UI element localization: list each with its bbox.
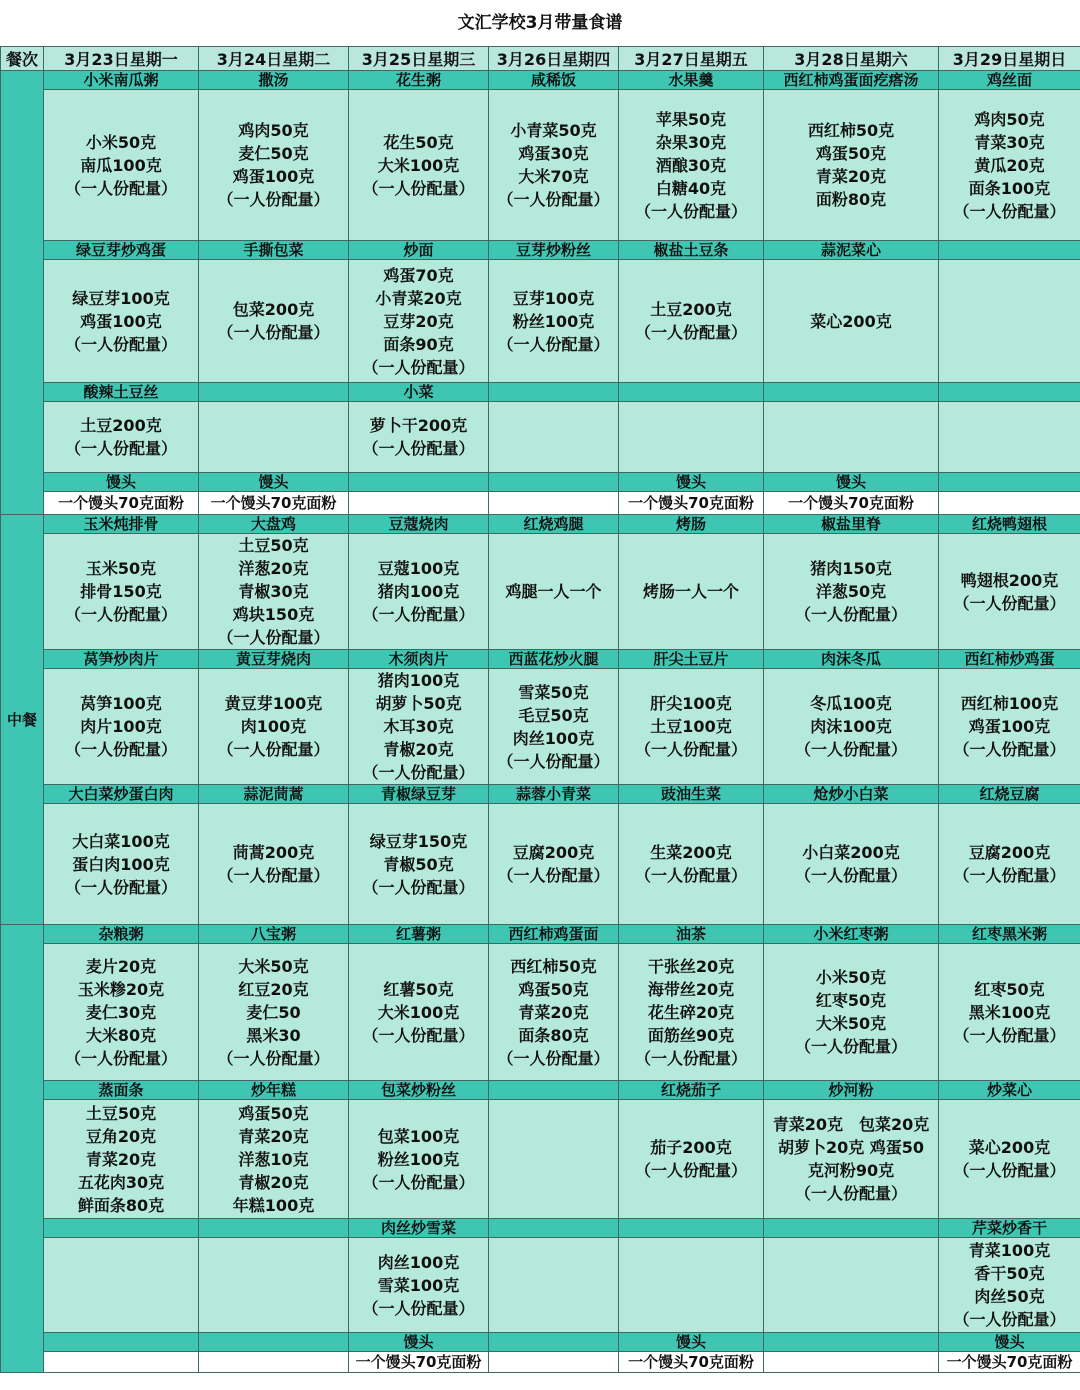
dish-ingredients	[489, 1352, 619, 1373]
dish-ingredients: 肝尖100克 土豆100克 （一人份配量）	[619, 669, 764, 785]
dish-name: 红烧豆腐	[939, 785, 1080, 804]
breakfast-dish-name-row	[1, 241, 1080, 260]
dish-ingredients	[44, 1352, 199, 1373]
meal-column-header: 餐次	[1, 47, 44, 71]
day-header: 3月28日星期六	[764, 47, 939, 71]
dish-name: 杂粮粥	[44, 925, 199, 944]
menu-table	[0, 46, 1080, 1373]
dish-name	[489, 383, 619, 402]
dish-ingredients: 大米50克 红豆20克 麦仁50 黑米30 （一人份配量）	[199, 944, 349, 1081]
dish-name: 小菜	[349, 383, 489, 402]
dish-name: 西红柿鸡蛋面	[489, 925, 619, 944]
breakfast-ingredient-row	[1, 492, 1080, 515]
dish-name: 小米红枣粥	[764, 925, 939, 944]
dish-ingredients: 花生50克 大米100克 （一人份配量）	[349, 90, 489, 241]
dish-ingredients	[199, 1238, 349, 1333]
day-header: 3月23日星期一	[44, 47, 199, 71]
dinner-dish-name-row	[1, 925, 1080, 944]
dish-ingredients	[489, 492, 619, 515]
dish-ingredients: 猪肉150克 洋葱50克 （一人份配量）	[764, 534, 939, 650]
dish-name	[764, 1333, 939, 1352]
dish-ingredients	[939, 260, 1080, 383]
dinner-dish-name-row	[1, 1219, 1080, 1238]
dish-ingredients	[489, 1100, 619, 1219]
dish-ingredients	[939, 492, 1080, 515]
dish-ingredients: 一个馒头70克面粉	[619, 1352, 764, 1373]
dish-ingredients	[619, 402, 764, 473]
dish-ingredients: 鸭翅根200克 （一人份配量）	[939, 534, 1080, 650]
dish-name: 烤肠	[619, 515, 764, 534]
dish-name: 红烧鸭翅根	[939, 515, 1080, 534]
dish-name: 红烧鸡腿	[489, 515, 619, 534]
dish-ingredients: 茄子200克 （一人份配量）	[619, 1100, 764, 1219]
dish-ingredients	[199, 402, 349, 473]
dish-name: 西红柿鸡蛋面疙瘩汤	[764, 71, 939, 90]
dish-ingredients: 冬瓜100克 肉沫100克 （一人份配量）	[764, 669, 939, 785]
dish-name: 红薯粥	[349, 925, 489, 944]
dish-ingredients: 绿豆芽100克 鸡蛋100克 （一人份配量）	[44, 260, 199, 383]
dish-name: 椒盐里脊	[764, 515, 939, 534]
dish-name: 椒盐土豆条	[619, 241, 764, 260]
dish-name: 馒头	[619, 473, 764, 492]
dish-name	[489, 1081, 619, 1100]
dinner-dish-name-row	[1, 1333, 1080, 1352]
dinner-ingredient-row	[1, 944, 1080, 1081]
breakfast-dish-name-row	[1, 473, 1080, 492]
dish-name: 馒头	[349, 1333, 489, 1352]
dish-name	[619, 1219, 764, 1238]
dish-name: 水果羹	[619, 71, 764, 90]
dish-name	[489, 1333, 619, 1352]
dish-ingredients: 一个馒头70克面粉	[764, 492, 939, 515]
dish-ingredients: 一个馒头70克面粉	[619, 492, 764, 515]
dish-name	[939, 473, 1080, 492]
dish-name: 炒年糕	[199, 1081, 349, 1100]
dish-ingredients: 苹果50克 杂果30克 酒酿30克 白糖40克 （一人份配量）	[619, 90, 764, 241]
dish-ingredients: 小米50克 南瓜100克 （一人份配量）	[44, 90, 199, 241]
dish-name: 肉沫冬瓜	[764, 650, 939, 669]
dish-name: 大白菜炒蛋白肉	[44, 785, 199, 804]
dish-ingredients	[764, 1238, 939, 1333]
dish-name: 撒汤	[199, 71, 349, 90]
dish-ingredients: 红枣50克 黑米100克 （一人份配量）	[939, 944, 1080, 1081]
dish-name: 炝炒小白菜	[764, 785, 939, 804]
dish-ingredients: 玉米50克 排骨150克 （一人份配量）	[44, 534, 199, 650]
dish-name: 豆蔻烧肉	[349, 515, 489, 534]
header-row	[1, 47, 1080, 71]
dish-name	[489, 1219, 619, 1238]
dish-ingredients: 大白菜100克 蛋白肉100克 （一人份配量）	[44, 804, 199, 925]
dish-ingredients: 土豆50克 豆角20克 青菜20克 五花肉30克 鲜面条80克	[44, 1100, 199, 1219]
dish-name: 西蓝花炒火腿	[489, 650, 619, 669]
dish-name	[764, 383, 939, 402]
dish-ingredients: 麦片20克 玉米糁20克 麦仁30克 大米80克 （一人份配量）	[44, 944, 199, 1081]
lunch-ingredient-row	[1, 534, 1080, 650]
dish-ingredients: 土豆200克 （一人份配量）	[619, 260, 764, 383]
day-header: 3月29日星期日	[939, 47, 1080, 71]
dish-name: 肝尖土豆片	[619, 650, 764, 669]
dish-name	[764, 1219, 939, 1238]
dish-name: 肉丝炒雪菜	[349, 1219, 489, 1238]
dish-ingredients: 西红柿50克 鸡蛋50克 青菜20克 面条80克 （一人份配量）	[489, 944, 619, 1081]
dish-ingredients	[489, 402, 619, 473]
dish-ingredients: 一个馒头70克面粉	[939, 1352, 1080, 1373]
dish-name: 馒头	[199, 473, 349, 492]
dish-name: 玉米炖排骨	[44, 515, 199, 534]
dish-ingredients: 小白菜200克 （一人份配量）	[764, 804, 939, 925]
dish-name: 蒸面条	[44, 1081, 199, 1100]
dish-name: 炒面	[349, 241, 489, 260]
dish-name: 馒头	[44, 473, 199, 492]
dish-name: 绿豆芽炒鸡蛋	[44, 241, 199, 260]
dish-ingredients	[939, 402, 1080, 473]
dish-ingredients: 西红柿100克 鸡蛋100克 （一人份配量）	[939, 669, 1080, 785]
breakfast-dish-name-row	[1, 383, 1080, 402]
dish-ingredients: 一个馒头70克面粉	[349, 1352, 489, 1373]
breakfast-ingredient-row	[1, 90, 1080, 241]
dish-name	[199, 383, 349, 402]
dish-name: 黄豆芽烧肉	[199, 650, 349, 669]
dish-name: 蒜蓉小青菜	[489, 785, 619, 804]
dish-ingredients: 豆芽100克 粉丝100克 （一人份配量）	[489, 260, 619, 383]
dish-name	[619, 383, 764, 402]
dish-ingredients: 雪菜50克 毛豆50克 肉丝100克 （一人份配量）	[489, 669, 619, 785]
dish-name: 蒜泥菜心	[764, 241, 939, 260]
dish-name	[44, 1219, 199, 1238]
dish-name: 馒头	[764, 473, 939, 492]
dish-ingredients: 青菜100克 香干50克 肉丝50克 （一人份配量）	[939, 1238, 1080, 1333]
dish-name: 油茶	[619, 925, 764, 944]
page-title: 文汇学校3月带量食谱	[457, 13, 623, 33]
dish-ingredients: 红薯50克 大米100克 （一人份配量）	[349, 944, 489, 1081]
dish-ingredients	[619, 1238, 764, 1333]
dish-name: 酸辣土豆丝	[44, 383, 199, 402]
day-header: 3月26日星期四	[489, 47, 619, 71]
dish-ingredients: 鸡腿一人一个	[489, 534, 619, 650]
lunch-dish-name-row	[1, 785, 1080, 804]
dish-name	[199, 1333, 349, 1352]
dish-name: 木须肉片	[349, 650, 489, 669]
dish-ingredients	[199, 1352, 349, 1373]
dish-name: 蒜泥茼蒿	[199, 785, 349, 804]
dish-ingredients: 鸡肉50克 麦仁50克 鸡蛋100克 （一人份配量）	[199, 90, 349, 241]
dish-name: 芹菜炒香干	[939, 1219, 1080, 1238]
dinner-dish-name-row	[1, 1081, 1080, 1100]
dish-name: 豉油生菜	[619, 785, 764, 804]
dish-name	[199, 1219, 349, 1238]
dish-ingredients	[349, 492, 489, 515]
dish-ingredients: 豆腐200克 （一人份配量）	[939, 804, 1080, 925]
dish-ingredients	[764, 402, 939, 473]
dish-ingredients: 生菜200克 （一人份配量）	[619, 804, 764, 925]
dish-ingredients: 一个馒头70克面粉	[44, 492, 199, 515]
meal-label-breakfast	[1, 71, 44, 515]
dish-ingredients: 包菜100克 粉丝100克 （一人份配量）	[349, 1100, 489, 1219]
lunch-dish-name-row	[1, 650, 1080, 669]
dish-name: 包菜炒粉丝	[349, 1081, 489, 1100]
dish-ingredients: 烤肠一人一个	[619, 534, 764, 650]
dish-name: 手撕包菜	[199, 241, 349, 260]
breakfast-dish-name-row	[1, 71, 1080, 90]
dish-name: 西红柿炒鸡蛋	[939, 650, 1080, 669]
dish-name: 鸡丝面	[939, 71, 1080, 90]
dish-ingredients: 鸡蛋70克 小青菜20克 豆芽20克 面条90克 （一人份配量）	[349, 260, 489, 383]
dish-ingredients: 豆腐200克 （一人份配量）	[489, 804, 619, 925]
dish-ingredients: 猪肉100克 胡萝卜50克 木耳30克 青椒20克 （一人份配量）	[349, 669, 489, 785]
dish-name: 红烧茄子	[619, 1081, 764, 1100]
dish-ingredients: 肉丝100克 雪菜100克 （一人份配量）	[349, 1238, 489, 1333]
lunch-ingredient-row	[1, 669, 1080, 785]
dish-ingredients: 茼蒿200克 （一人份配量）	[199, 804, 349, 925]
dinner-ingredient-row	[1, 1238, 1080, 1333]
dish-ingredients: 土豆200克 （一人份配量）	[44, 402, 199, 473]
dish-name: 炒河粉	[764, 1081, 939, 1100]
dish-name: 青椒绿豆芽	[349, 785, 489, 804]
day-header: 3月27日星期五	[619, 47, 764, 71]
dish-name: 小米南瓜粥	[44, 71, 199, 90]
dish-ingredients: 菜心200克	[764, 260, 939, 383]
dish-ingredients: 莴笋100克 肉片100克 （一人份配量）	[44, 669, 199, 785]
day-header: 3月25日星期三	[349, 47, 489, 71]
dish-ingredients: 黄豆芽100克 肉100克 （一人份配量）	[199, 669, 349, 785]
dish-ingredients: 鸡蛋50克 青菜20克 洋葱10克 青椒20克 年糕100克	[199, 1100, 349, 1219]
dish-ingredients	[44, 1238, 199, 1333]
dinner-ingredient-row	[1, 1100, 1080, 1219]
dish-name	[44, 1333, 199, 1352]
dish-name: 八宝粥	[199, 925, 349, 944]
meal-label-lunch: 中餐	[1, 515, 44, 925]
dish-name: 馒头	[939, 1333, 1080, 1352]
dish-ingredients: 豆蔻100克 猪肉100克 （一人份配量）	[349, 534, 489, 650]
dish-ingredients: 土豆50克 洋葱20克 青椒30克 鸡块150克 （一人份配量）	[199, 534, 349, 650]
dish-ingredients: 包菜200克 （一人份配量）	[199, 260, 349, 383]
breakfast-ingredient-row	[1, 260, 1080, 383]
dish-name	[939, 383, 1080, 402]
dish-ingredients: 绿豆芽150克 青椒50克 （一人份配量）	[349, 804, 489, 925]
lunch-ingredient-row	[1, 804, 1080, 925]
dish-ingredients: 干张丝20克 海带丝20克 花生碎20克 面筋丝90克 （一人份配量）	[619, 944, 764, 1081]
dish-ingredients: 小青菜50克 鸡蛋30克 大米70克 （一人份配量）	[489, 90, 619, 241]
dish-name: 莴笋炒肉片	[44, 650, 199, 669]
dish-ingredients: 一个馒头70克面粉	[199, 492, 349, 515]
meal-label-dinner	[1, 925, 44, 1373]
breakfast-ingredient-row	[1, 402, 1080, 473]
dish-ingredients: 菜心200克 （一人份配量）	[939, 1100, 1080, 1219]
dish-name: 豆芽炒粉丝	[489, 241, 619, 260]
dish-ingredients	[489, 1238, 619, 1333]
dish-name: 咸稀饭	[489, 71, 619, 90]
dish-name: 花生粥	[349, 71, 489, 90]
dish-name: 炒菜心	[939, 1081, 1080, 1100]
dish-ingredients: 青菜20克 包菜20克 胡萝卜20克 鸡蛋50 克河粉90克 （一人份配量）	[764, 1100, 939, 1219]
dish-ingredients: 鸡肉50克 青菜30克 黄瓜20克 面条100克 （一人份配量）	[939, 90, 1080, 241]
dish-name: 大盘鸡	[199, 515, 349, 534]
dish-ingredients: 萝卜干200克 （一人份配量）	[349, 402, 489, 473]
dinner-ingredient-row	[1, 1352, 1080, 1373]
dish-ingredients: 小米50克 红枣50克 大米50克 （一人份配量）	[764, 944, 939, 1081]
lunch-dish-name-row	[1, 515, 1080, 534]
dish-name: 馒头	[619, 1333, 764, 1352]
dish-name	[349, 473, 489, 492]
dish-ingredients	[764, 1352, 939, 1373]
dish-name: 红枣黑米粥	[939, 925, 1080, 944]
dish-name	[489, 473, 619, 492]
dish-ingredients: 西红柿50克 鸡蛋50克 青菜20克 面粉80克	[764, 90, 939, 241]
day-header: 3月24日星期二	[199, 47, 349, 71]
dish-name	[939, 241, 1080, 260]
